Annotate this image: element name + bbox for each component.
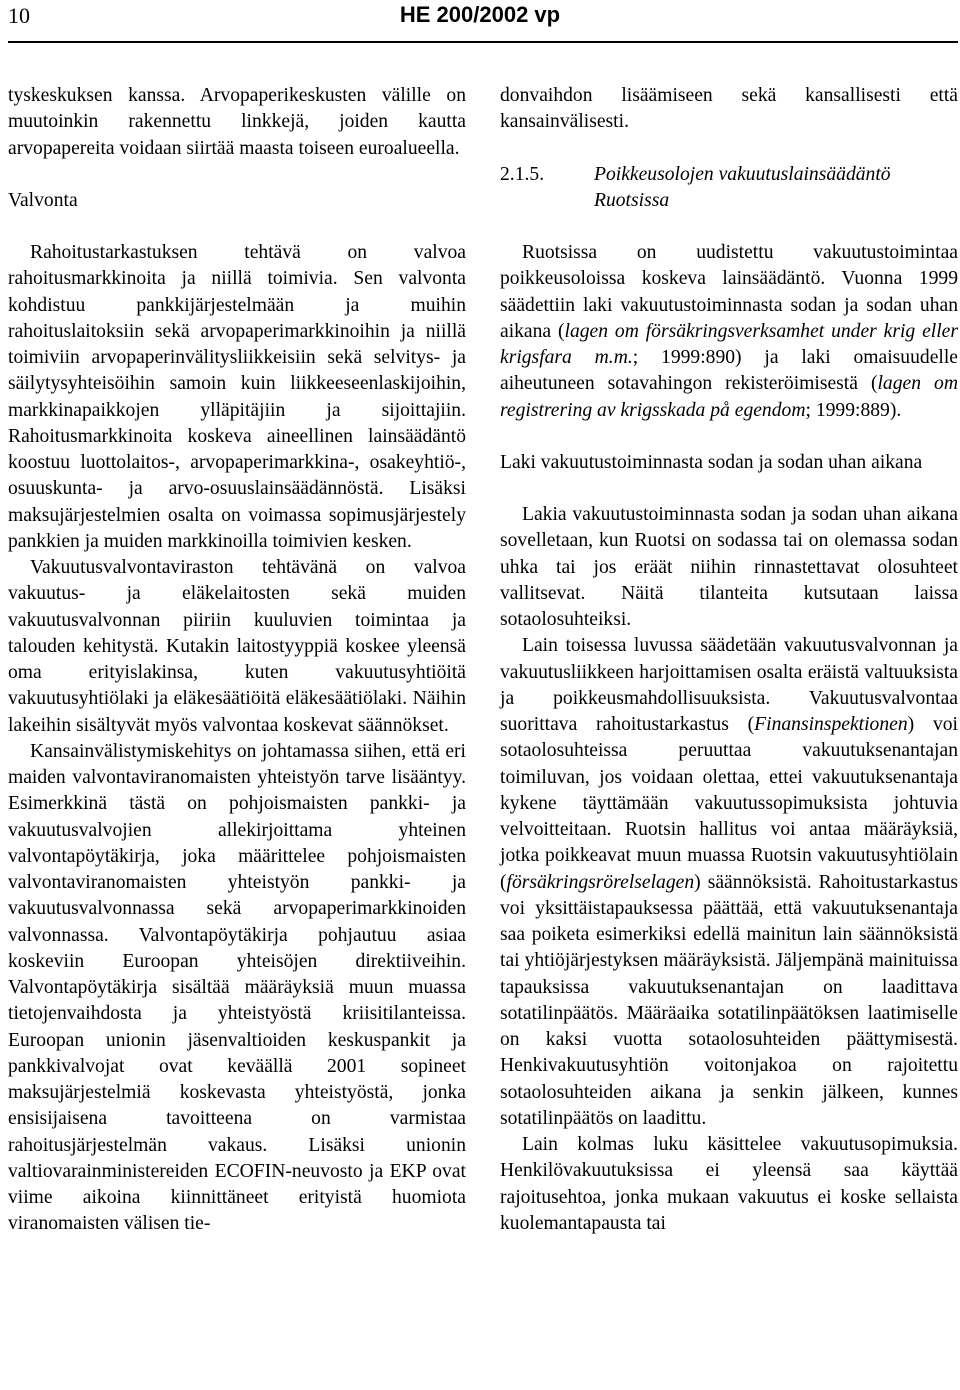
paragraph: Rahoitustarkastuksen tehtävä on valvoa rahoitusmarkkinoita ja niillä toimivia. Sen valvonta kohdistuu pankkijärjestelmään ja muihin rahoituslaitoksiin sekä arvopaperimarkkinoihin ja niillä toimiviin arvopaperinvälitysliikkeisiin sekä selvitys- ja säilytysyhteisöihin samoin kuin liikkeeseenlaskijoihin, markkinapaikkojen ylläpitäjiin ja sijoittajiin. Rahoitusmarkkinoita koskeva aineellinen lainsäädäntö koostuu luottolaitos-, arvopaperimarkkina-, osakeyhtiö-, osuuskunta- ja arvo-osuuslainsäädännöstä. Lisäksi maksujärjestelmien osalta on voimassa sopimusjärjestely pankkien ja muiden markkinoilla toimivien kesken. [8,242,466,552]
paragraph: Lain kolmas luku käsittelee vakuutusopimuksia. Henkilövakuutuksissa ei yleensä saa käyttää rajoitusehtoa, jonka mukaan vakuutus ei koske sellaista kuolemantapausta tai [500,1134,958,1234]
paragraph: donvaihdon lisäämiseen sekä kansallisesti että kansainvälisesti. [500,85,958,133]
section-number: 2.1.5. [500,163,545,185]
right-column [500,83,958,1237]
section-heading [500,162,958,215]
paragraph: tyskeskuksen kanssa. Arvopaperikeskusten välille on muutoinkin rakennettu linkkejä, joiden kautta arvopapereita voidaan siirtää maasta toiseen euroalueella. [8,85,466,159]
paragraph: Kansainvälistymiskehitys on johtamassa siihen, että eri maiden valvontaviranomaisten yhteistyön tarve lisääntyy. Esimerkkinä tästä on pohjoismaisten pankki- ja vakuutusvalvojien allekirjoittama yhteinen valvontapöytäkirja, joka määrittelee pohjoismaisten valvontaviranomaisten yhteistyön pankki- ja vakuutusvalvonnassa sekä arvopaperimarkkinoiden valvonnassa. Valvontapöytäkirja pohjautuu asiaa koskeviin Euroopan yhteisöjen direktiiveihin. Valvontapöytäkirja sisältää määräyksiä muun muassa tietojenvaihdosta ja yhteistyöstä kriisitilanteissa. Euroopan unionin jäsenvaltioiden keskuspankit ja pankkivalvojat ovat keväällä 2001 sopineet maksujärjestelmiä koskevasta yhteistyöstä, jonka ensisijaisena tavoitteena on varmistaa rahoitusjärjestelmän vakaus. Lisäksi unionin valtiovarainministereiden ECOFIN-neuvosto ja EKP ovat viime aikoina kiinnittäneet erityistä huomiota viranomaisten välisen tie- [8,740,466,1235]
paragraph: Vakuutusvalvontaviraston tehtävänä on valvoa vakuutus- ja eläkelaitosten sekä muiden vakuutusvalvonnan piiriin kuuluvien toimintaa ja talouden kehitystä. Kutakin laitostyyppiä koskee yleensä oma erityislakinsa, kuten vakuutusyhtiöitä vakuutusyhtiölaki ja eläkesäätiöitä eläkesäätiölaki. Näihin lakeihin sisältyvät myös valvontaa koskevat säännökset. [8,557,466,736]
law-title-italic: lagen om registrering av krigsskada på egendom [500,373,958,421]
italic-term: Finansinspektionen [754,714,908,735]
page-header [0,0,960,40]
header-rule [8,41,958,43]
paragraph: Lain toisessa luvussa säädetään vakuutusvalvonnan ja vakuutusliikkeen harjoittamisen osalta eräistä valtuuksista ja poikkeusmahdollisuuksista. Vakuutusvalvontaa suorittava rahoitustarkastus (Finansinspektionen) voi sotaolosuhteissa peruuttaa vakuutuksenantajan toimiluvan, jos voidaan olettaa, ettei vakuutuksenantaja kykene täyttämään vakuutussopimuksista johtuvia velvoitteitaan. Ruotsin hallitus voi antaa määräyksiä, jotka poikkeavat muun muassa Ruotsin vakuutusyhtiölain (försäkringsrörelselagen) säännöksistä. Rahoitustarkastus voi yksittäistapauksessa päättää, että vakuutuksenantaja saa poiketa esimerkiksi edellä mainitun lain säännöksistä tai yhtiöjärjestyksen määräyksistä. Jäljempänä mainituissa tapauksissa vakuutuksenantajan on laadittava sotatilinpäätös. Määräaika sotatilinpäätöksen laatimiselle on kaksi vuotta sotaolosuhteiden päättymisestä. Henkivakuutusyhtiön voitonjakoa on rajoitettu sotaolosuhteiden aikana ja senkin jälkeen, kunnes sotatilinpäätös on laadittu. [500,635,958,1129]
document-id: HE 200/2002 vp [399,2,561,27]
paragraph: Lakia vakuutustoiminnasta sodan ja sodan uhan aikana sovelletaan, kun Ruotsi on sodassa tai on olemassa sodan uhka tai jos eräät niihin rinnastettavat olosuhteet vallitsevat. Näitä tilanteita kutsutaan laissa sotaolosuhteiksi. [500,504,958,630]
law-title-italic: lagen om försäkringsverksamhet under krig eller krigsfara m.m. [500,320,958,368]
subheading: Laki vakuutustoiminnasta sodan ja sodan uhan aikana [500,451,923,473]
section-title: Poikkeusolojen vakuutuslainsäädäntö Ruotsissa [594,163,891,211]
left-column [8,83,466,1238]
italic-term: försäkringsrörelselagen [506,871,695,893]
paragraph: Ruotsissa on uudistettu vakuutustoimintaa poikkeusoloissa koskeva lainsäädäntö. Vuonna 1999 säädettiin laki vakuutustoiminnasta sodan ja sodan uhan aikana (lagen om försäkringsverksamhet under krig eller krigsfara m.m.; 1999:890) ja laki omaisuudelle aiheutuneen sotavahingon rekisteröimisestä (lagen om registrering av krigsskada på egendom; 1999:889). [500,242,958,421]
section-heading-valvonta: Valvonta [8,189,78,211]
page-number: 10 [8,3,30,28]
